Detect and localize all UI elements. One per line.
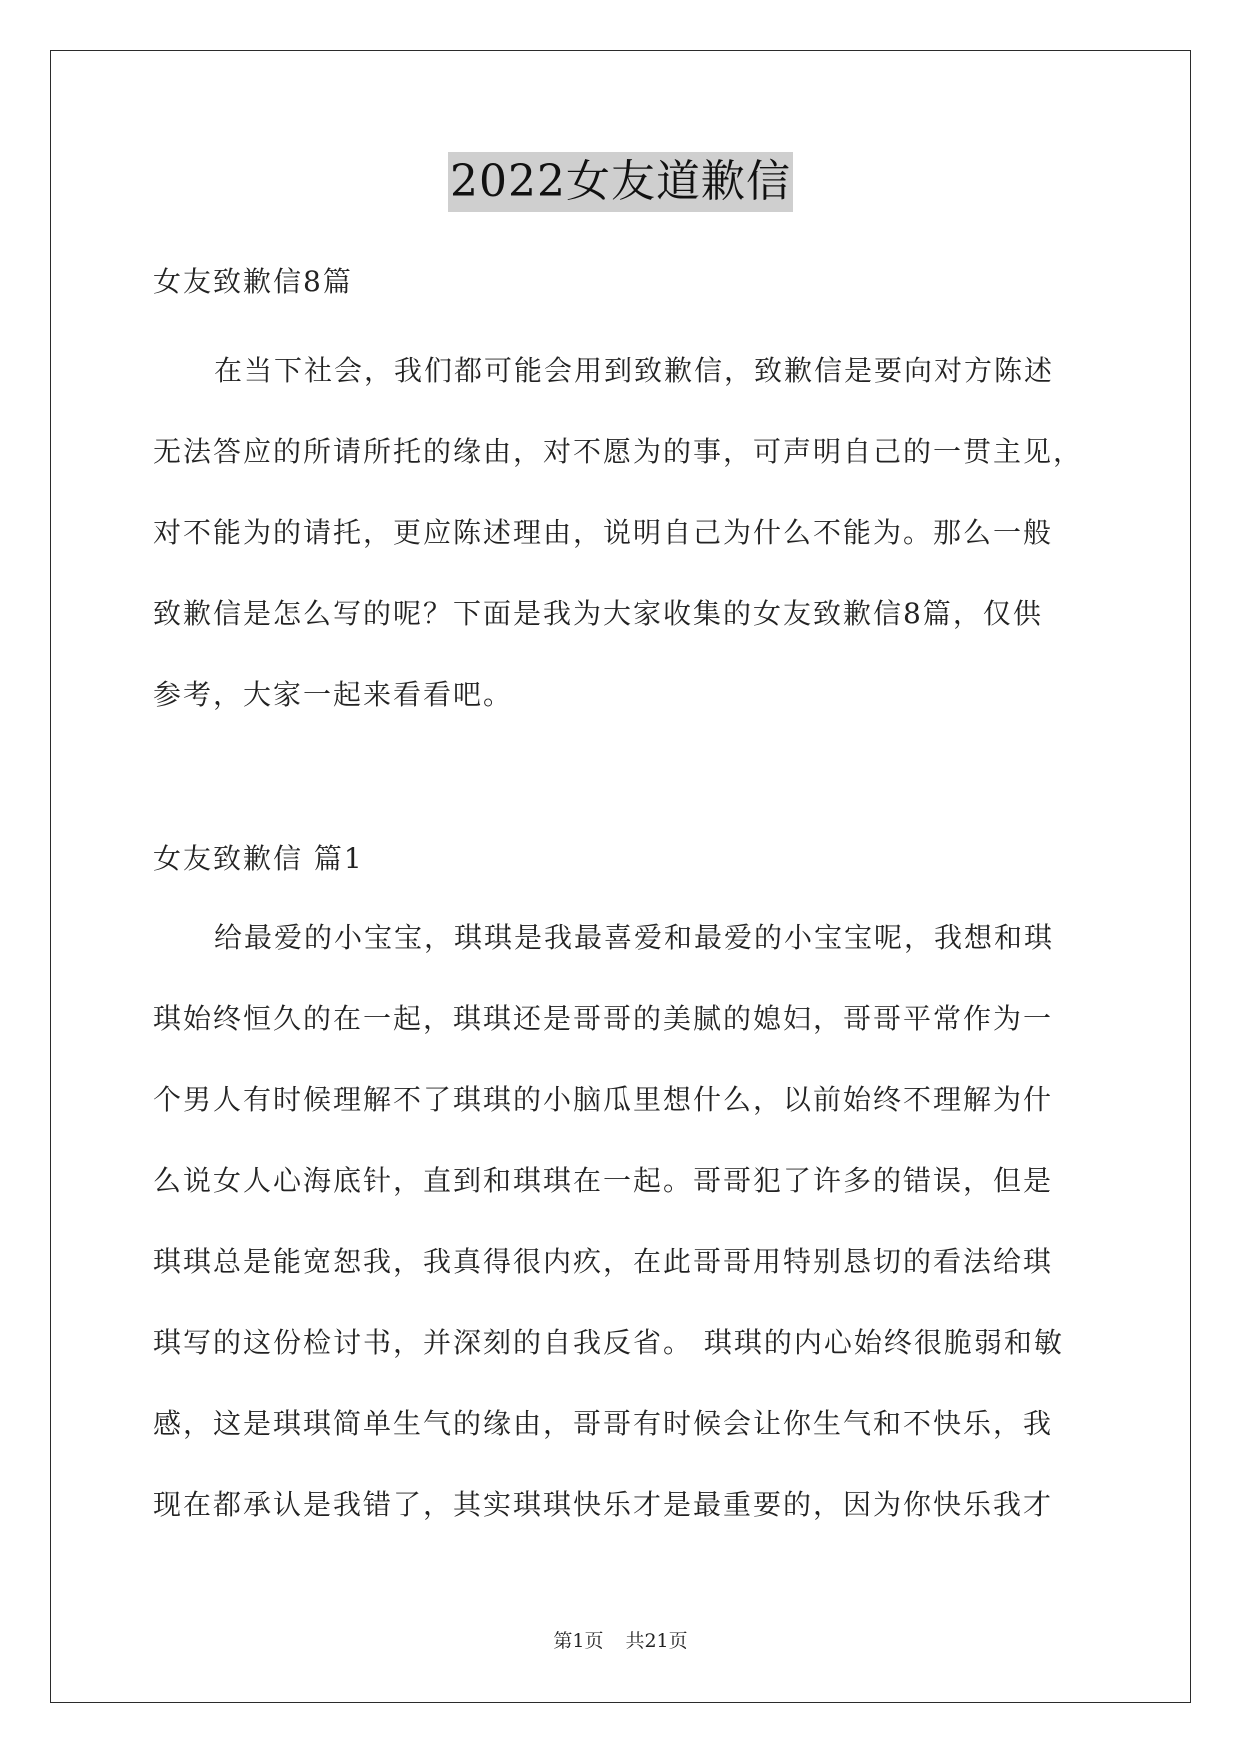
intro-line: 对不能为的请托，更应陈述理由，说明自己为什么不能为。那么一般 <box>153 516 1054 549</box>
section-line: 么说女人心海底针，直到和琪琪在一起。哥哥犯了许多的错误，但是 <box>153 1164 1054 1197</box>
title-container <box>0 152 1241 212</box>
section-heading-text: 女友致歉信 篇1 <box>153 842 364 875</box>
section-line: 现在都承认是我错了，其实琪琪快乐才是最重要的，因为你快乐我才 <box>153 1488 1054 1521</box>
section-heading <box>153 818 1093 899</box>
intro-line: 在当下社会，我们都可能会用到致歉信，致歉信是要向对方陈述 <box>214 354 1055 387</box>
section-line: 给最爱的小宝宝，琪琪是我最喜爱和最爱的小宝宝呢，我想和琪 <box>214 921 1055 954</box>
intro-line: 致歉信是怎么写的呢？下面是我为大家收集的女友致歉信8篇，仅供 <box>153 597 1043 630</box>
subtitle <box>153 241 1093 322</box>
intro-paragraph <box>153 330 1093 735</box>
total-pages: 共21页 <box>625 1630 688 1652</box>
page-footer <box>0 1626 1241 1653</box>
intro-line: 参考，大家一起来看看吧。 <box>153 678 514 711</box>
page-title: 2022女友道歉信 <box>448 152 793 212</box>
page-number: 第1页 <box>553 1630 604 1652</box>
section-line: 个男人有时候理解不了琪琪的小脑瓜里想什么，以前始终不理解为什 <box>153 1083 1054 1116</box>
section-line: 感，这是琪琪简单生气的缘由，哥哥有时候会让你生气和不快乐，我 <box>153 1407 1054 1440</box>
section-paragraph <box>153 897 1093 1545</box>
section-line: 琪始终恒久的在一起，琪琪还是哥哥的美腻的媳妇，哥哥平常作为一 <box>153 1002 1054 1035</box>
section-line: 琪写的这份检讨书，并深刻的自我反省。 琪琪的内心始终很脆弱和敏 <box>153 1326 1064 1359</box>
subtitle-text: 女友致歉信8篇 <box>153 265 353 298</box>
section-line: 琪琪总是能宽恕我，我真得很内疚，在此哥哥用特别恳切的看法给琪 <box>153 1245 1054 1278</box>
intro-line: 无法答应的所请所托的缘由，对不愿为的事，可声明自己的一贯主见， <box>153 435 1084 468</box>
